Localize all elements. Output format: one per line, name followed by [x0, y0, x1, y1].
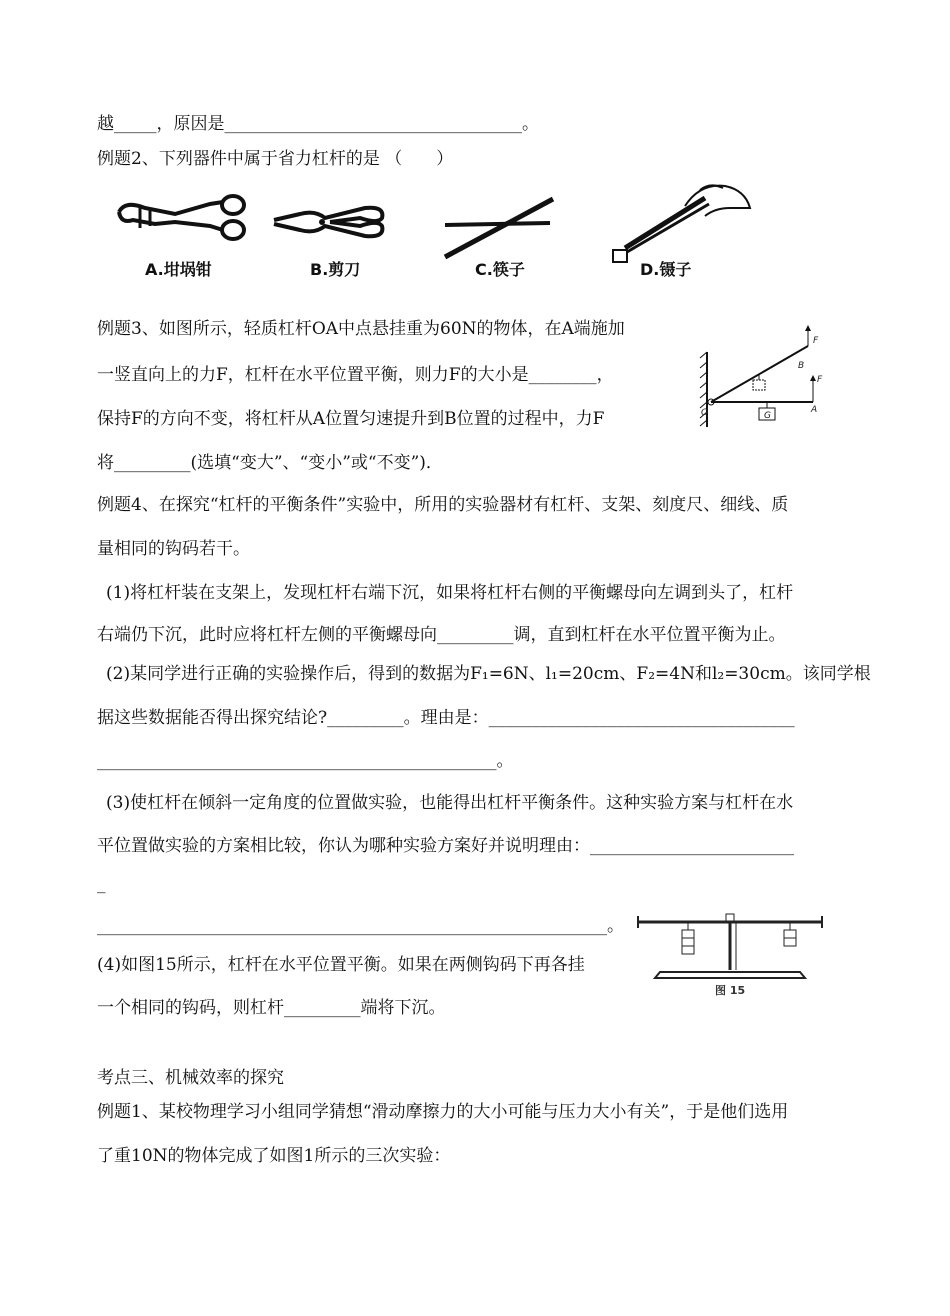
text-line: 据这些数据能否得出探究结论?_________。理由是：____________________________________ — [97, 708, 795, 728]
figure-15-lever — [630, 910, 835, 1000]
text-line: ____________________________________________________________。 — [97, 916, 624, 936]
question-2: 例题2、下列器件中属于省力杠杆的是 （ ） — [97, 149, 454, 169]
text-line: 量相同的钩码若干。 — [97, 539, 250, 559]
section-heading: 考点三、机械效率的探究 — [97, 1068, 284, 1088]
text-line: 一竖直向上的力F，杠杆在水平位置平衡，则力F的大小是________， — [97, 365, 614, 385]
text-line: (4)如图15所示，杠杆在水平位置平衡。如果在两侧钩码下再各挂 — [97, 955, 585, 975]
label-a: A — [811, 405, 818, 415]
label-g: G — [764, 411, 771, 421]
text-line: 一个相同的钩码，则杠杆_________端将下沉。 — [97, 998, 446, 1018]
text-line: 保持F的方向不变，将杠杆从A位置匀速提升到B位置的过程中，力F — [97, 409, 605, 429]
text-line: 了重10N的物体完成了如图1所示的三次实验： — [97, 1146, 451, 1166]
tool-label-b: B.剪刀 — [310, 260, 361, 279]
text-line: (3)使杠杆在倾斜一定角度的位置做实验，也能得出杠杆平衡条件。这种实验方案与杠杆在水 — [106, 793, 794, 813]
question-3: 例题3、如图所示，轻质杠杆OA中点悬挂重为60N的物体，在A端施加 — [97, 319, 625, 339]
tool-label-a: A.坩埚钳 — [145, 260, 212, 279]
text-line: _______________________________________________。 — [97, 751, 514, 771]
figure-15-caption: 图 15 — [715, 984, 746, 997]
text-line: (1)将杠杆装在支架上，发现杠杆右端下沉，如果将杠杆右侧的平衡螺母向左调到头了，杠杆 — [106, 583, 794, 603]
lever-diagram — [695, 322, 835, 432]
tool-label-d: D.镊子 — [640, 260, 692, 279]
tool-label-c: C.筷子 — [475, 260, 525, 279]
question-4: 例题4、在探究“杠杆的平衡条件”实验中，所用的实验器材有杠杆、支架、刻度尺、细线、质 — [97, 495, 789, 515]
text-line: 越_____，原因是___________________________________。 — [97, 114, 539, 134]
tool-scissors-image — [270, 200, 390, 245]
label-f-top: F — [813, 336, 819, 346]
label-b: B — [798, 361, 805, 371]
label-f-mid: F — [817, 375, 823, 385]
text-line: 将_________(选填“变大”、“变小”或“不变”)． — [97, 453, 443, 473]
text-line: 右端仍下沉，此时应将杠杆左侧的平衡螺母向_________调，直到杠杆在水平位置平衡为止。 — [97, 625, 786, 645]
label-o: O — [701, 408, 709, 418]
text-line: _ — [97, 874, 106, 894]
tool-tweezers-image — [605, 178, 755, 268]
text-line: 平位置做实验的方案相比较，你认为哪种实验方案好并说明理由：________________________ — [97, 836, 794, 856]
tool-crucible-tongs-image — [115, 190, 260, 245]
text-line: (2)某同学进行正确的实验操作后，得到的数据为F₁=6N、l₁=20cm、F₂=4N和l₂=30cm。该同学根 — [106, 664, 871, 684]
example-1: 例题1、某校物理学习小组同学猜想“滑动摩擦力的大小可能与压力大小有关”，于是他们选用 — [97, 1102, 789, 1122]
tool-chopsticks-image — [435, 193, 560, 263]
